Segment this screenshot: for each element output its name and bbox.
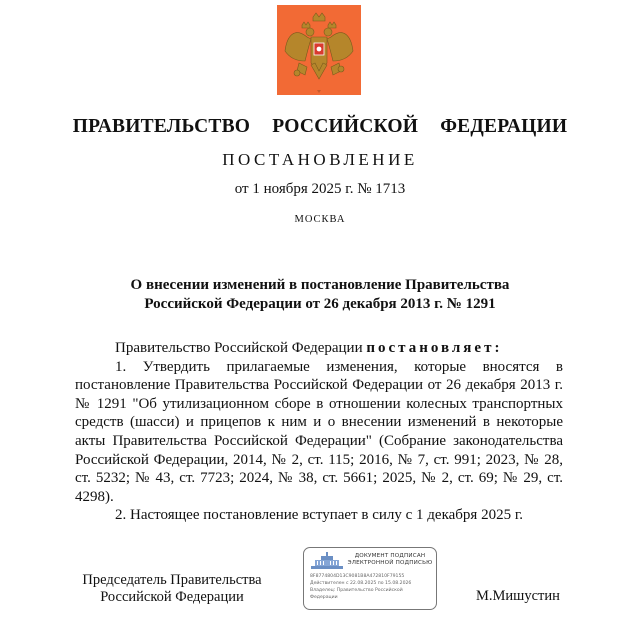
subject-line-1: О внесении изменений в постановление Правительства [130, 277, 510, 293]
government-building-icon [309, 552, 345, 572]
coat-of-arms-icon [277, 5, 361, 95]
government-title: ПРАВИТЕЛЬСТВО РОССИЙСКОЙ ФЕДЕРАЦИИ [72, 116, 568, 137]
preamble-verb: постановляет: [366, 340, 503, 356]
signatory-position [62, 572, 282, 606]
clause-2: 2. Настоящее постановление вступает в силу с 1 декабря 2025 г. [115, 507, 524, 524]
document-type: ПОСТАНОВЛЕНИЕ [222, 150, 418, 169]
subject-line-2: Российской Федерации от 26 декабря 2013 г. № 1291 [144, 296, 496, 312]
preamble-lead: Правительство Российской Федерации [115, 340, 367, 356]
stamp-certificate: 8F8774804D13C9081B8A472810F79155 [310, 574, 405, 579]
document-body [75, 339, 563, 525]
signatory-name: М.Мишустин [476, 588, 560, 604]
stamp-title [346, 553, 434, 567]
document-date-number: от 1 ноября 2025 г. № 1713 [234, 181, 406, 197]
document-city: МОСКВА [294, 214, 346, 225]
stamp-owner-line-1: Владелец: Правительство Российской [310, 588, 403, 593]
document-subject [0, 276, 640, 314]
clause-1: 1. Утвердить прилагаемые изменения, которые вносятся в постановление Правительства Российской Федерации от 26 декабря 2013 г. № 1291 "Об утилизационном сборе в отношении колесных транспортных средств (шасси) и прицепов к ним и о внесении изменений в некоторые акты Правительства Российской Федерации" (Собрание законодательства Российской Федерации, 2014, № 2, ст. 115; 2016, № 7, ст. 991; 2023, № 28, ст. 5232; № 43, ст. 7723; 2024, № 38, ст. 5661; 2025, № 2, ст. 69; № 29, ст. 4298). [75, 358, 563, 505]
electronic-signature-stamp [303, 547, 437, 610]
stamp-validity: Действителен с 22.08.2025 по 15.08.2026 [310, 581, 412, 586]
stamp-owner-line-2: Федерации [310, 595, 338, 600]
position-line-2: Российской Федерации [100, 589, 244, 605]
stamp-title-line-1: ДОКУМЕНТ ПОДПИСАН [354, 553, 426, 559]
preamble [75, 339, 563, 358]
position-line-1: Председатель Правительства [82, 572, 262, 588]
stamp-title-line-2: ЭЛЕКТРОННОЙ ПОДПИСЬЮ [347, 560, 433, 566]
